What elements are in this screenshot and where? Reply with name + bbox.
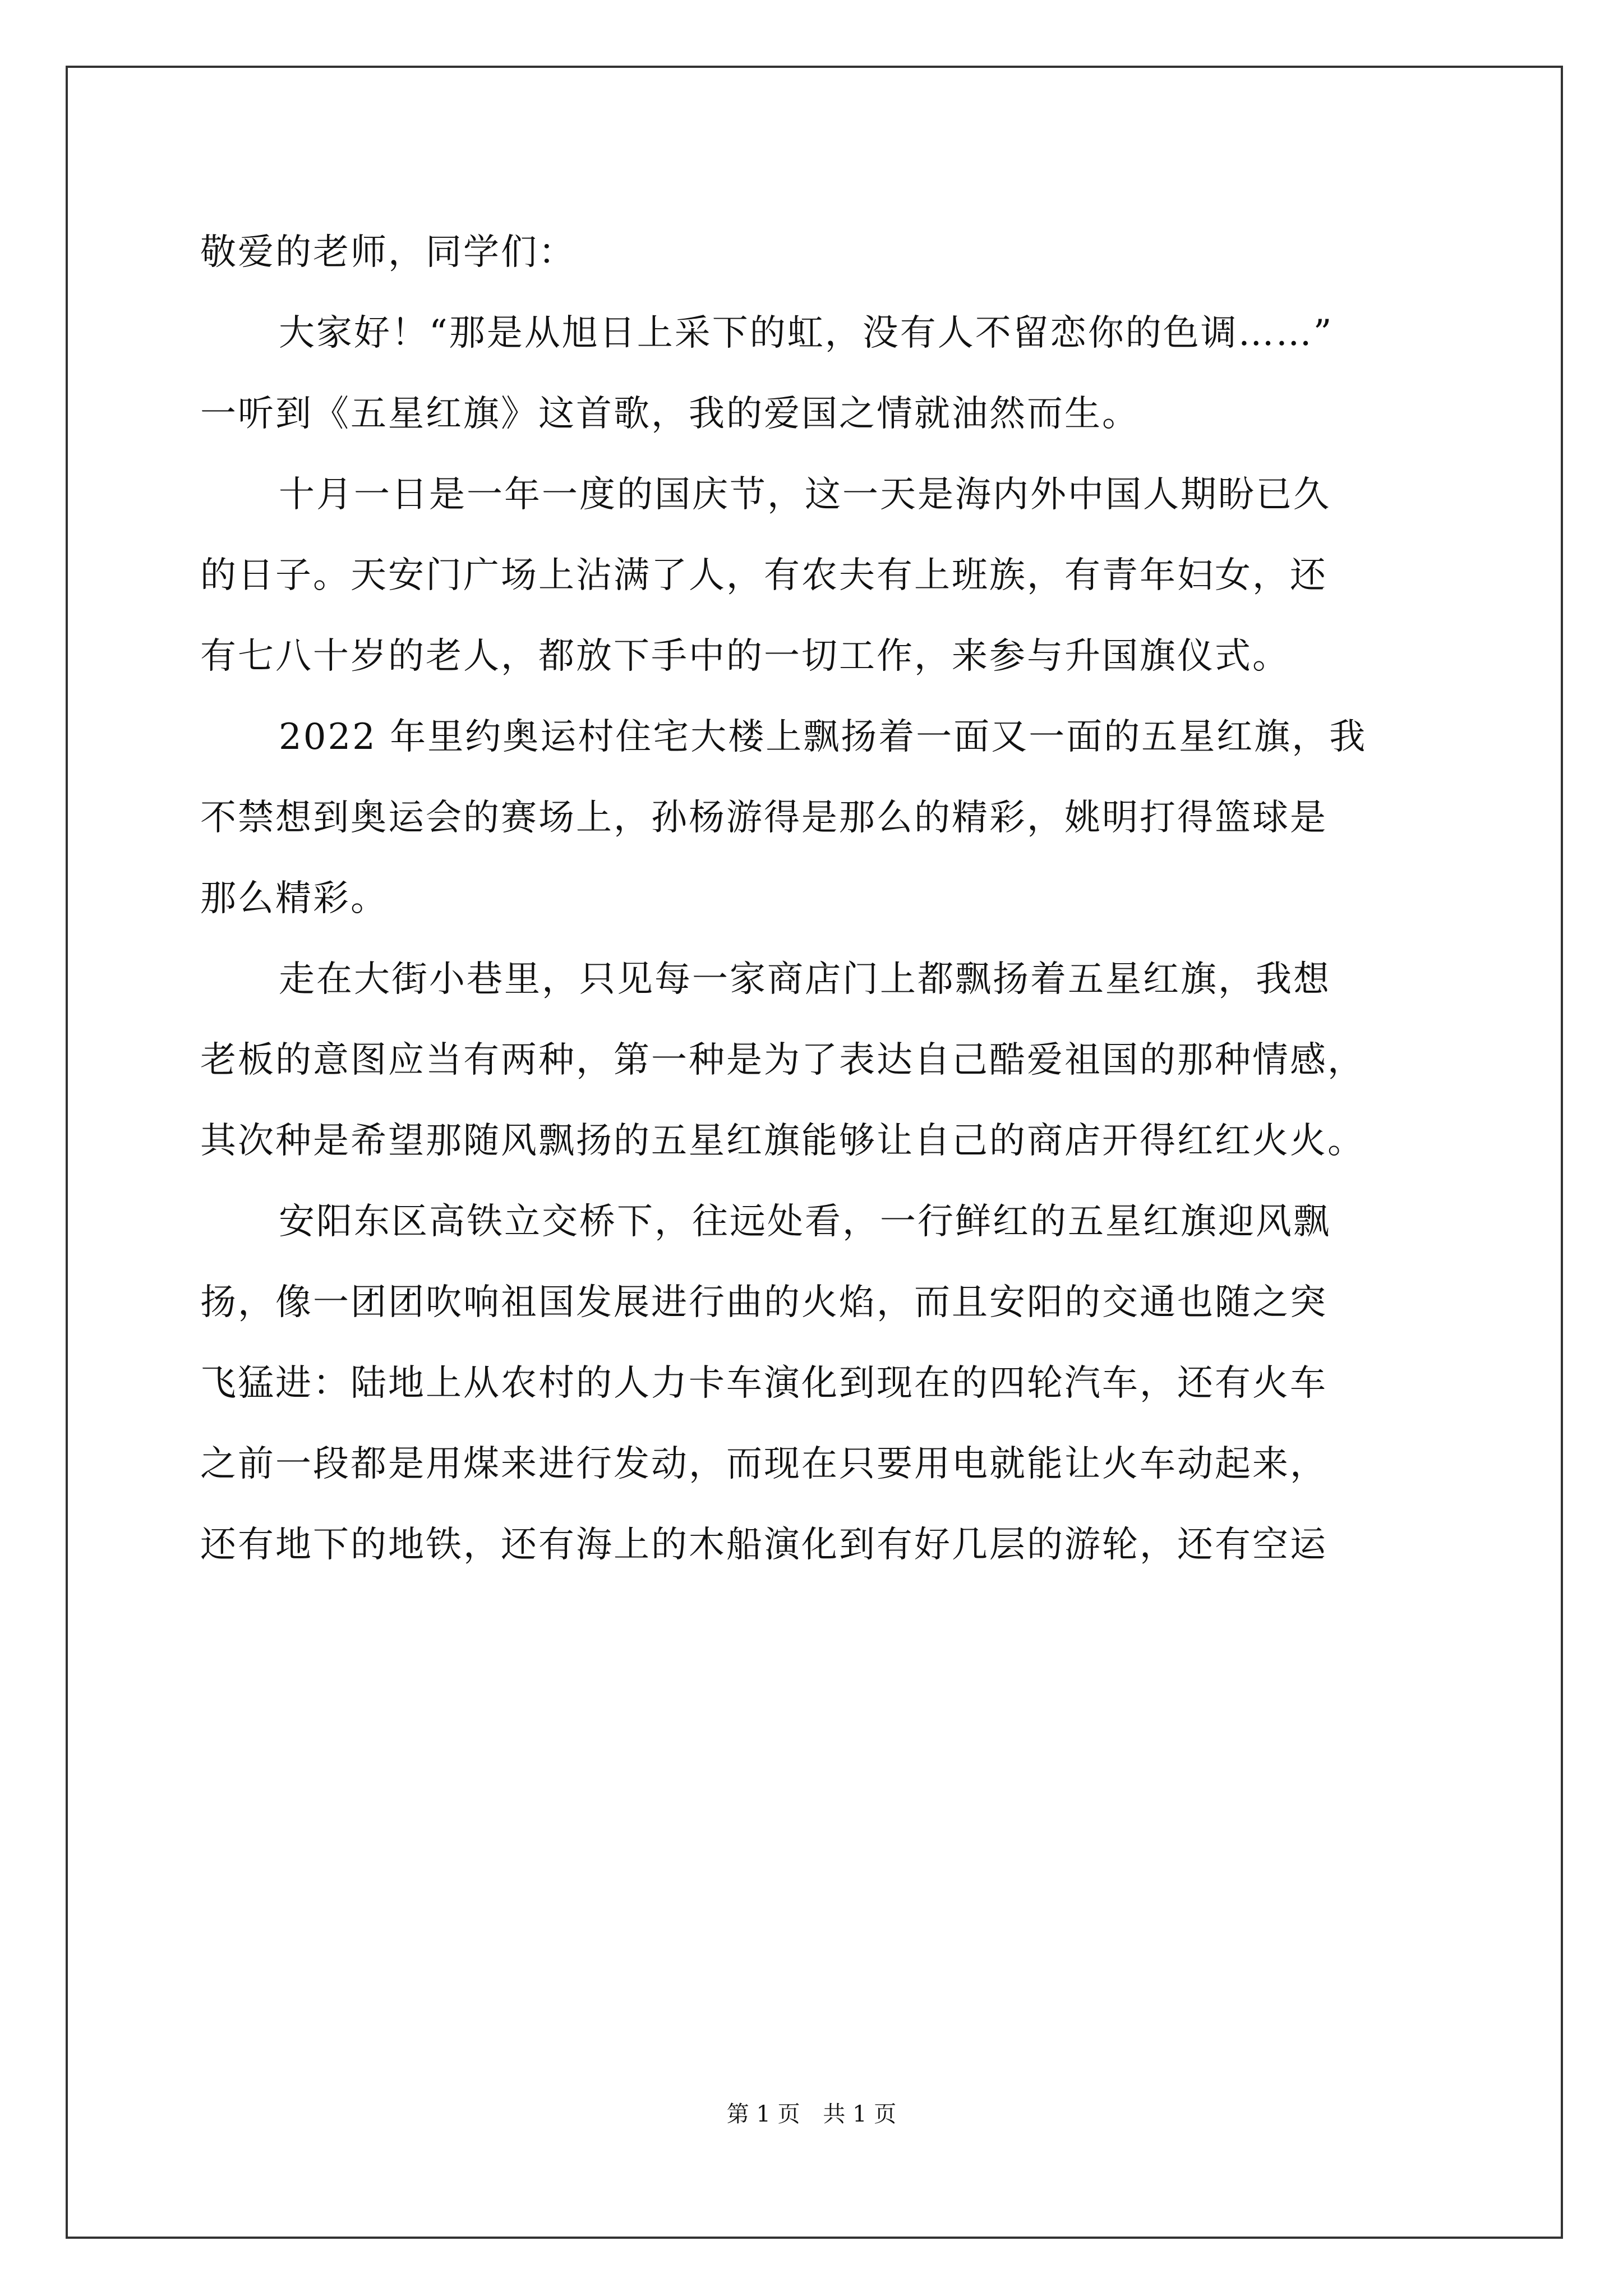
page-total: 共 1 页	[823, 2101, 897, 2127]
page-footer	[0, 2096, 1623, 2128]
text-line: 有七八十岁的老人，都放下手中的一切工作，来参与升国旗仪式。	[200, 636, 1290, 677]
text-line: 安阳东区高铁立交桥下，往远处看，一行鲜红的五星红旗迎风飘	[279, 1201, 1331, 1243]
text-line: 飞猛进：陆地上从农村的人力卡车演化到现在的四轮汽车，还有火车	[200, 1363, 1327, 1404]
document-body	[200, 212, 1428, 1585]
text-line: 的日子。天安门广场上沾满了人，有农夫有上班族，有青年妇女，还	[200, 555, 1327, 596]
text-line: 扬，像一团团吹响祖国发展进行曲的火焰，而且安阳的交通也随之突	[200, 1282, 1327, 1323]
text-line: 老板的意图应当有两种，第一种是为了表达自己酷爱祖国的那种情感，	[200, 1039, 1365, 1081]
text-line: 一听到《五星红旗》这首歌，我的爱国之情就油然而生。	[200, 393, 1140, 435]
text-line: 走在大街小巷里，只见每一家商店门上都飘扬着五星红旗，我想	[279, 959, 1331, 1000]
page-number: 第 1 页	[726, 2101, 800, 2127]
text-line: 2022 年里约奥运村住宅大楼上飘扬着一面又一面的五星红旗，我	[279, 716, 1367, 758]
text-line: 其次种是希望那随风飘扬的五星红旗能够让自己的商店开得红红火火。	[200, 1120, 1365, 1162]
text-line: 敬爱的老师，同学们：	[200, 232, 576, 273]
text-line: 十月一日是一年一度的国庆节，这一天是海内外中国人期盼已久	[279, 474, 1331, 516]
text-line: 那么精彩。	[200, 878, 388, 919]
text-line: 大家好！“那是从旭日上采下的虹，没有人不留恋你的色调……”	[279, 312, 1334, 354]
text-line: 还有地下的地铁，还有海上的木船演化到有好几层的游轮，还有空运	[200, 1524, 1327, 1566]
text-line: 不禁想到奥运会的赛场上，孙杨游得是那么的精彩，姚明打得篮球是	[200, 797, 1327, 839]
text-line: 之前一段都是用煤来进行发动，而现在只要用电就能让火车动起来，	[200, 1443, 1327, 1485]
